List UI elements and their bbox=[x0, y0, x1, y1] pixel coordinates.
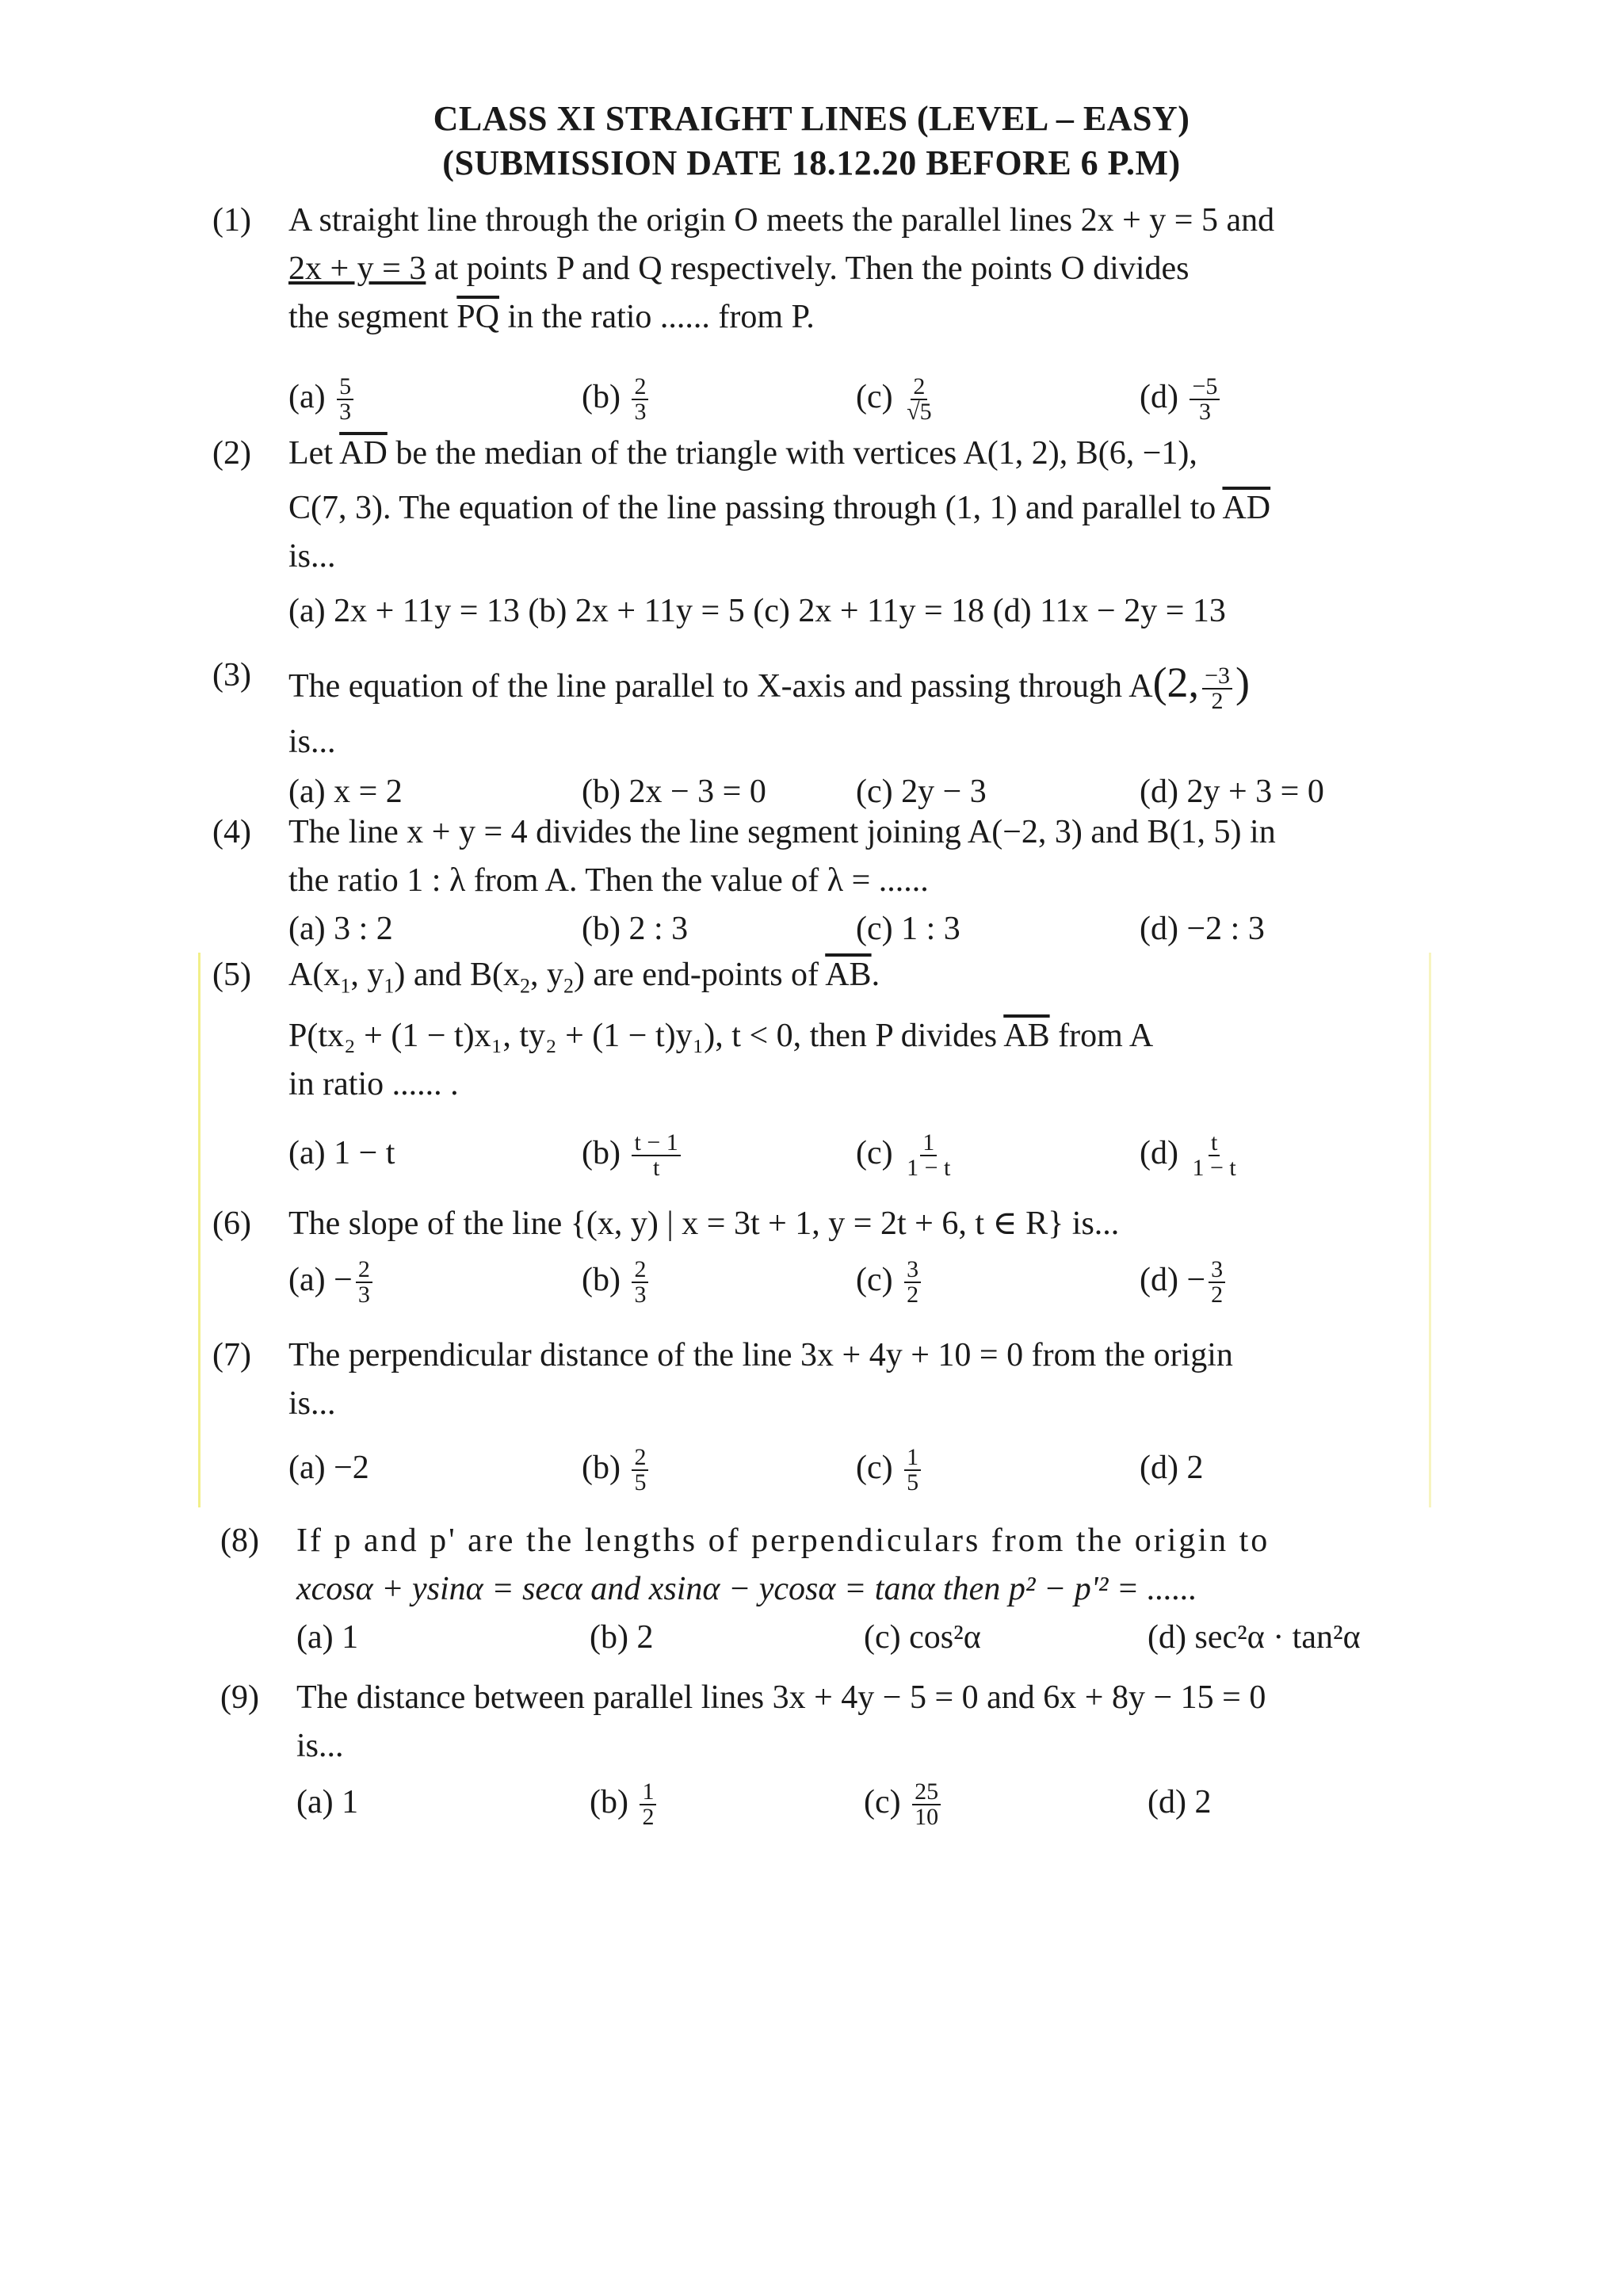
worksheet-title: CLASS XI STRAIGHT LINES (LEVEL – EASY) bbox=[433, 99, 1190, 138]
question-text: A straight line through the origin O meets the parallel lines 2x + y = 5 and bbox=[288, 202, 1275, 239]
question-text: C(7, 3). The equation of the line passing through (1, 1) and parallel to $\overline{AD}$ bbox=[288, 489, 1271, 526]
question-number: (6) bbox=[212, 1205, 251, 1242]
question-text: The distance between parallel lines 3x + 4y − 5 = 0 and 6x + 8y − 15 = 0 bbox=[296, 1679, 1266, 1716]
highlight-margin-left bbox=[198, 953, 200, 1507]
segment-pq: $\overline{PQ}$ bbox=[456, 298, 499, 335]
option-b: (b) $\frac{t - 1}{t}$ bbox=[582, 1129, 684, 1180]
option-b: (b) 2 bbox=[590, 1618, 654, 1656]
option-a: (a) − $\frac{2}{3}$ bbox=[288, 1256, 376, 1307]
question-text: The equation of the line parallel to X-axis and passing through A(2, $\frac{-3}{2}$ ) bbox=[288, 659, 1250, 715]
option-c: (c) 2y − 3 bbox=[856, 774, 987, 811]
question-text: xcosα + ysinα = secα and xsinα − ycosα = tanα then p² − p'² = ...... bbox=[296, 1570, 1197, 1607]
question-text: The perpendicular distance of the line 3x + 4y + 10 = 0 from the origin bbox=[288, 1337, 1233, 1373]
question-1 bbox=[212, 197, 1425, 429]
option-b: (b) 2x − 3 = 0 bbox=[582, 774, 766, 811]
question-text: the segment $\overline{PQ}$ in the ratio ...... from P. bbox=[288, 298, 815, 335]
option-d: (d) 2 bbox=[1148, 1783, 1212, 1820]
question-number: (7) bbox=[212, 1337, 251, 1373]
question-number: (3) bbox=[212, 657, 251, 693]
question-number: (4) bbox=[212, 814, 251, 850]
options bbox=[212, 373, 1425, 429]
option-d: (d) −2 : 3 bbox=[1140, 910, 1265, 947]
question-text: The slope of the line {(x, y) | x = 3t + 1, y = 2t + 6, t ∈ R} is... bbox=[288, 1205, 1120, 1242]
option-c: (c) $\frac{25}{10}$ bbox=[864, 1778, 944, 1829]
option-c: (c) $\frac{2}{√5}$ bbox=[856, 373, 932, 426]
question-text: $A(x_1$, $y_1$) and $B(x_2$, $y_2$) are end-points of $\overline{AB}$. bbox=[288, 957, 880, 998]
question-8 bbox=[220, 1517, 1433, 1669]
option-b: (b) $\frac{2}{3}$ bbox=[582, 373, 651, 424]
option-d: (d) $\frac{-5}{3}$ bbox=[1140, 373, 1223, 424]
option-c: (c) $\frac{1}{5}$ bbox=[856, 1444, 924, 1495]
option-b: (b) 2 : 3 bbox=[582, 910, 689, 947]
option-a: (a) 1 bbox=[296, 1618, 359, 1656]
options bbox=[220, 1614, 1433, 1669]
question-text: The line x + y = 4 divides the line segment joining A(−2, 3) and B(1, 5) in bbox=[288, 814, 1276, 850]
question-text: the ratio 1 : λ from A. Then the value of λ = ...... bbox=[288, 861, 929, 899]
option-d: (d) − $\frac{3}{2}$ bbox=[1140, 1256, 1228, 1307]
worksheet-header bbox=[0, 97, 1623, 185]
options bbox=[212, 1256, 1425, 1312]
question-text: is... bbox=[288, 1385, 336, 1422]
options bbox=[212, 1444, 1425, 1499]
question-6 bbox=[212, 1200, 1425, 1312]
question-4 bbox=[212, 808, 1425, 961]
submission-date: (SUBMISSION DATE 18.12.20 BEFORE 6 P.M) bbox=[442, 143, 1181, 182]
option-d: (d) sec²α · tan²α bbox=[1148, 1618, 1361, 1656]
option-a: (a) $\frac{5}{3}$ bbox=[288, 373, 357, 424]
question-text: is... bbox=[288, 724, 336, 761]
option-c: (c) cos²α bbox=[864, 1618, 981, 1656]
highlight-margin-right bbox=[1429, 953, 1431, 1507]
question-3 bbox=[212, 651, 1425, 823]
option-b: (b) $\frac{2}{3}$ bbox=[582, 1256, 651, 1307]
option-d: (d) 2y + 3 = 0 bbox=[1140, 774, 1324, 811]
question-text: is... bbox=[296, 1727, 344, 1764]
question-text: 2x + y = 3 at points P and Q respectively. Then the points O divides bbox=[288, 250, 1190, 287]
option-a: (a) −2 bbox=[288, 1449, 369, 1486]
question-2 bbox=[212, 430, 1425, 636]
options bbox=[212, 1129, 1425, 1185]
option-b: (b) $\frac{1}{2}$ bbox=[590, 1778, 659, 1829]
question-text: Let $\overline{AD}$ be the median of the triangle with vertices A(1, 2), B(6, −1), bbox=[288, 435, 1197, 472]
option-d: (d) 2 bbox=[1140, 1449, 1204, 1486]
option-b: (b) $\frac{2}{5}$ bbox=[582, 1444, 651, 1495]
option-a: (a) 3 : 2 bbox=[288, 910, 393, 947]
options bbox=[220, 1778, 1433, 1834]
option-a: (a) 1 − t bbox=[288, 1134, 395, 1171]
question-5 bbox=[212, 951, 1425, 1185]
question-number: (2) bbox=[212, 435, 251, 472]
option-a: (a) 1 bbox=[296, 1783, 359, 1820]
question-7 bbox=[212, 1331, 1425, 1499]
question-number: (5) bbox=[212, 957, 251, 993]
question-9 bbox=[220, 1674, 1433, 1834]
options: (a) 2x + 11y = 13 (b) 2x + 11y = 5 (c) 2x + 11y = 18 (d) 11x − 2y = 13 bbox=[288, 592, 1226, 629]
option-d: (d) $\frac{t}{1 - t}$ bbox=[1140, 1129, 1236, 1182]
option-a: (a) x = 2 bbox=[288, 774, 403, 811]
question-text: in ratio ...... . bbox=[288, 1065, 459, 1102]
question-text: is... bbox=[288, 537, 336, 575]
option-c: (c) $\frac{3}{2}$ bbox=[856, 1256, 924, 1307]
question-number: (9) bbox=[220, 1679, 259, 1716]
question-text: If p and p' are the lengths of perpendiculars from the origin to bbox=[296, 1522, 1270, 1559]
question-text: P(tx₂ + (1 − t)x₁, ty₂ + (1 − t)y₁), t < 0, then P divides $\overline{AB}$ from A bbox=[288, 1018, 1154, 1055]
question-number: (1) bbox=[212, 202, 251, 239]
question-number: (8) bbox=[220, 1522, 259, 1559]
option-c: (c) $\frac{1}{1 - t}$ bbox=[856, 1129, 951, 1182]
option-c: (c) 1 : 3 bbox=[856, 910, 960, 947]
